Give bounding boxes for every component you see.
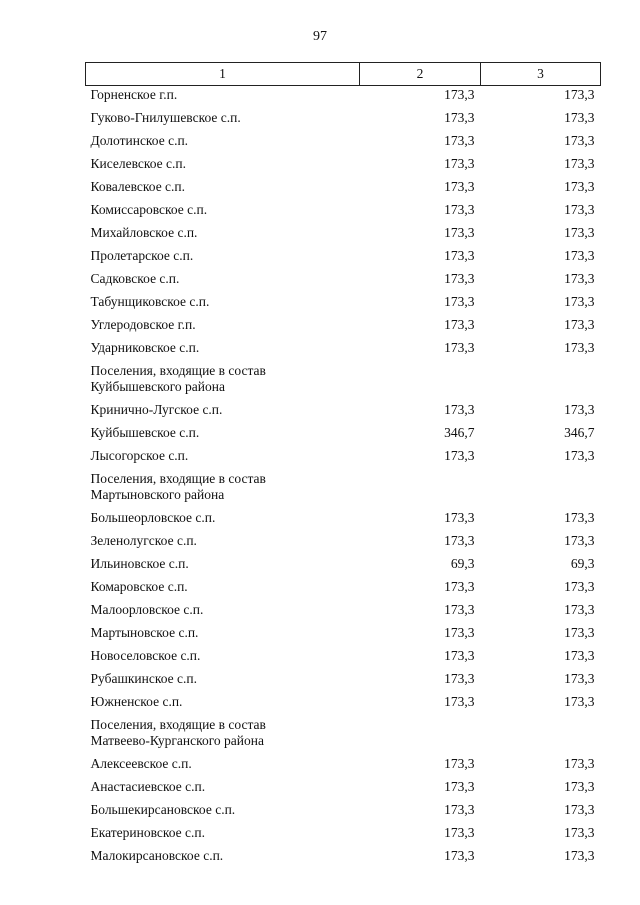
settlement-name: Комиссаровское с.п. (90, 202, 208, 217)
value-col-3: 346,7 (564, 425, 595, 440)
value-col-2: 173,3 (444, 779, 475, 794)
table-row (86, 339, 601, 362)
value-col-3: 173,3 (564, 110, 595, 125)
data-table (85, 62, 601, 870)
value-col-2: 173,3 (444, 602, 475, 617)
settlement-name: Мартыновское с.п. (90, 625, 199, 640)
value-col-3: 173,3 (564, 225, 595, 240)
value-col-2: 173,3 (444, 756, 475, 771)
settlement-name: Ударниковское с.п. (90, 340, 200, 355)
table-row (86, 178, 601, 201)
value-col-2: 173,3 (444, 271, 475, 286)
settlement-name: Зеленолугское с.п. (90, 533, 197, 548)
value-col-3: 69,3 (570, 556, 595, 571)
value-col-3: 173,3 (564, 825, 595, 840)
table-row (86, 447, 601, 470)
value-col-3: 173,3 (564, 802, 595, 817)
settlement-name: Малокирсановское с.п. (90, 848, 224, 863)
table-row (86, 601, 601, 624)
value-col-2: 173,3 (444, 848, 475, 863)
page-number: 97 (313, 29, 327, 44)
settlement-name: Горненское г.п. (90, 87, 178, 102)
table-row (86, 801, 601, 824)
table-body (86, 86, 601, 871)
table-row (86, 847, 601, 870)
table-row (86, 401, 601, 424)
value-col-2: 173,3 (444, 294, 475, 309)
value-col-2: 173,3 (444, 625, 475, 640)
header-col-2: 2 (360, 63, 481, 86)
value-col-2: 173,3 (444, 340, 475, 355)
settlement-name: Лысогорское с.п. (90, 448, 189, 463)
group-title: Поселения, входящие в состав Мартыновского района (90, 471, 266, 502)
settlement-name: Большекирсановское с.п. (90, 802, 236, 817)
value-col-3: 173,3 (564, 533, 595, 548)
table-row (86, 109, 601, 132)
value-col-2: 173,3 (444, 802, 475, 817)
value-col-3: 173,3 (564, 648, 595, 663)
table-row (86, 316, 601, 339)
table-row (86, 778, 601, 801)
value-col-2: 173,3 (444, 825, 475, 840)
value-col-2: 173,3 (444, 402, 475, 417)
table-row (86, 670, 601, 693)
settlement-name: Долотинское с.п. (90, 133, 189, 148)
table-row (86, 555, 601, 578)
table-row (86, 293, 601, 316)
settlement-name: Садковское с.п. (90, 271, 180, 286)
settlement-name: Малоорловское с.п. (90, 602, 204, 617)
value-col-2: 173,3 (444, 156, 475, 171)
settlement-name: Южненское с.п. (90, 694, 183, 709)
value-col-3: 173,3 (564, 402, 595, 417)
group-heading-row (86, 362, 601, 401)
value-col-2: 346,7 (444, 425, 475, 440)
value-col-3: 173,3 (564, 271, 595, 286)
value-col-2: 173,3 (444, 694, 475, 709)
value-col-2: 173,3 (444, 317, 475, 332)
value-col-3: 173,3 (564, 671, 595, 686)
settlement-name: Анастасиевское с.п. (90, 779, 206, 794)
settlement-name: Рубашкинское с.п. (90, 671, 197, 686)
group-heading-row (86, 716, 601, 755)
value-col-2: 173,3 (444, 87, 475, 102)
table-row (86, 86, 601, 110)
value-col-3: 173,3 (564, 202, 595, 217)
table-row (86, 424, 601, 447)
value-col-3: 173,3 (564, 179, 595, 194)
value-col-2: 173,3 (444, 133, 475, 148)
table-row (86, 509, 601, 532)
value-col-3: 173,3 (564, 756, 595, 771)
table-row (86, 224, 601, 247)
value-col-3: 173,3 (564, 602, 595, 617)
settlement-name: Углеродовское г.п. (90, 317, 196, 332)
table-row (86, 578, 601, 601)
table-row (86, 647, 601, 670)
header-col-3: 3 (481, 63, 601, 86)
settlement-name: Киселевское с.п. (90, 156, 187, 171)
table-row (86, 824, 601, 847)
value-col-3: 173,3 (564, 340, 595, 355)
value-col-3: 173,3 (564, 694, 595, 709)
value-col-3: 173,3 (564, 779, 595, 794)
value-col-3: 173,3 (564, 133, 595, 148)
value-col-3: 173,3 (564, 156, 595, 171)
value-col-2: 173,3 (444, 248, 475, 263)
value-col-3: 173,3 (564, 87, 595, 102)
header-col-1: 1 (86, 63, 360, 86)
value-col-2: 173,3 (444, 225, 475, 240)
settlement-name: Куйбышевское с.п. (90, 425, 200, 440)
value-col-2: 173,3 (444, 533, 475, 548)
value-col-3: 173,3 (564, 510, 595, 525)
settlement-name: Комаровское с.п. (90, 579, 188, 594)
settlement-name: Ковалевское с.п. (90, 179, 186, 194)
settlement-name: Большеорловское с.п. (90, 510, 216, 525)
value-col-3: 173,3 (564, 579, 595, 594)
value-col-3: 173,3 (564, 448, 595, 463)
value-col-3: 173,3 (564, 848, 595, 863)
table-row (86, 155, 601, 178)
value-col-2: 173,3 (444, 448, 475, 463)
settlement-name: Екатериновское с.п. (90, 825, 205, 840)
value-col-3: 173,3 (564, 317, 595, 332)
value-col-2: 69,3 (450, 556, 475, 571)
value-col-3: 173,3 (564, 294, 595, 309)
value-col-3: 173,3 (564, 248, 595, 263)
group-heading-row (86, 470, 601, 509)
value-col-2: 173,3 (444, 179, 475, 194)
table-row (86, 132, 601, 155)
settlement-name: Новоселовское с.п. (90, 648, 201, 663)
table-row (86, 693, 601, 716)
table-row (86, 270, 601, 293)
value-col-2: 173,3 (444, 510, 475, 525)
header-row (86, 63, 601, 86)
settlement-name: Михайловское с.п. (90, 225, 198, 240)
value-col-2: 173,3 (444, 579, 475, 594)
settlement-name: Кринично-Лугское с.п. (90, 402, 223, 417)
group-title: Поселения, входящие в состав Матвеево-Курганского района (90, 717, 266, 748)
table-row (86, 755, 601, 778)
table-row (86, 247, 601, 270)
settlement-name: Табунщиковское с.п. (90, 294, 210, 309)
settlement-name: Пролетарское с.п. (90, 248, 194, 263)
value-col-2: 173,3 (444, 648, 475, 663)
table-row (86, 624, 601, 647)
value-col-2: 173,3 (444, 202, 475, 217)
value-col-2: 173,3 (444, 671, 475, 686)
table-row (86, 532, 601, 555)
settlement-name: Гуково-Гнилушевское с.п. (90, 110, 241, 125)
table-row (86, 201, 601, 224)
value-col-2: 173,3 (444, 110, 475, 125)
settlement-name: Алексеевское с.п. (90, 756, 192, 771)
settlement-name: Ильиновское с.п. (90, 556, 189, 571)
group-title: Поселения, входящие в состав Куйбышевского района (90, 363, 266, 394)
table-header (86, 63, 601, 86)
value-col-3: 173,3 (564, 625, 595, 640)
